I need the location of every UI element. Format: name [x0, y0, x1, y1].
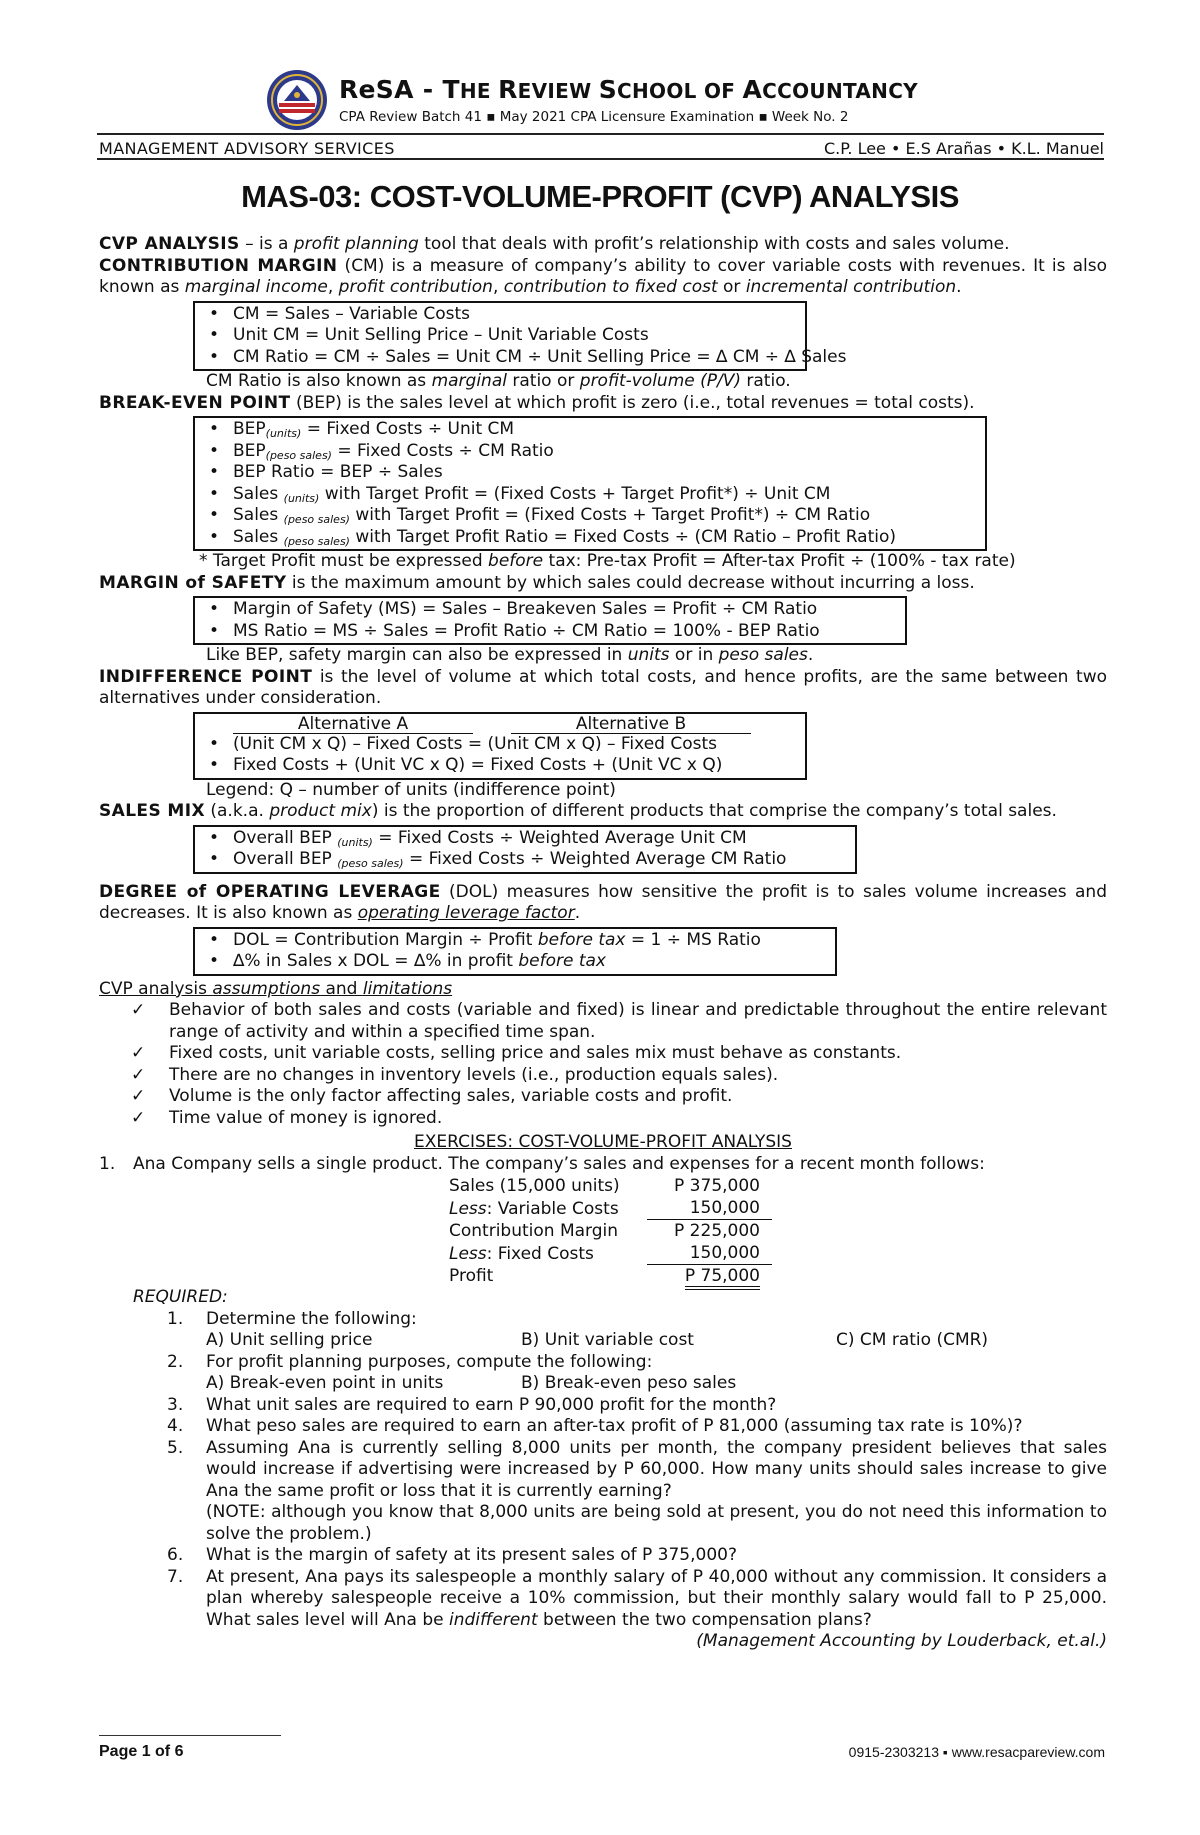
assumption-item: ✓ Volume is the only factor affecting sales, variable costs and profit.: [131, 1086, 733, 1106]
cm-ratio-note: CM Ratio is also known as marginal ratio or profit-volume (P/V) ratio.: [206, 371, 791, 391]
table-row: Less: Fixed Costs 150,000: [449, 1242, 772, 1265]
school-name: ReSA - THE REVIEW SCHOOL OF ACCOUNTANCY: [339, 75, 918, 104]
required-label: REQUIRED:: [133, 1287, 228, 1307]
formula-item: • Sales $_{(peso sales)}$ with Target Profit Ratio = Fixed Costs ÷ (CM Ratio – Profit Ratio): [205, 527, 977, 549]
page-title: MAS-03: COST-VOLUME-PROFIT (CVP) ANALYSIS: [241, 179, 959, 214]
contact-info: 0915-2303213 ▪ www.resacpareview.com: [848, 1744, 1105, 1760]
authors-label: C.P. Lee • E.S Arañas • K.L. Manuel: [823, 139, 1104, 158]
check-icon: ✓: [131, 1000, 146, 1020]
alternative-b-label: Alternative B: [511, 715, 751, 734]
formula-item: • Sales $_{(units)}$ with Target Profit = (Fixed Costs + Target Profit*) ÷ Unit CM: [205, 484, 977, 506]
main-content: [99, 234, 1107, 1653]
formula-item: • Overall BEP $_{(units)}$ = Fixed Costs ÷ Weighted Average Unit CM: [205, 828, 847, 850]
table-row: Profit P 75,000: [449, 1265, 772, 1287]
cm-formula-box: [193, 301, 847, 372]
required-item: 3. What unit sales are required to earn P 90,000 profit for the month?: [167, 1394, 777, 1415]
required-item: 7. At present, Ana pays its salespeople a monthly salary of P 40,000 without any commission. It considers a plan whereby salespeople receive a 10% commission, but their monthly salary would fall to P 25,000. What sales level will Ana be indifferent between the two compensation plans?: [167, 1566, 1107, 1630]
cm-definition: CONTRIBUTION MARGIN (CM) is a measure of company’s ability to cover variable costs with revenues. It is also known as marginal income, profit contribution, contribution to fixed cost or incremental contribution.: [99, 255, 1108, 297]
check-icon: ✓: [131, 1064, 146, 1085]
indifference-formula-box: [193, 712, 807, 780]
bep-formula-box: [193, 416, 987, 551]
mos-definition: MARGIN of SAFETY is the maximum amount by which sales could decrease without incurring a loss.: [99, 572, 975, 593]
formula-item: • Overall BEP $_{(peso sales)}$ = Fixed Costs ÷ Weighted Average CM Ratio: [205, 849, 847, 871]
assumption-item: ✓ Behavior of both sales and costs (variable and fixed) is linear and predictable throughout the entire relevant range of activity and within a specified time span.: [131, 1000, 1107, 1042]
required-item: 2. For profit planning purposes, compute the following:: [167, 1351, 653, 1372]
formula-item: • Margin of Safety (MS) = Sales – Breakeven Sales = Profit ÷ CM Ratio: [205, 599, 897, 621]
mos-note: Like BEP, safety margin can also be expressed in units or in peso sales.: [206, 645, 814, 665]
alternative-a-label: Alternative A: [233, 715, 473, 734]
assumption-item: ✓ There are no changes in inventory levels (i.e., production equals sales).: [131, 1064, 779, 1085]
assumption-item: ✓ Time value of money is ignored.: [131, 1107, 443, 1128]
exercise-question: 1. Ana Company sells a single product. The company’s sales and expenses for a recent month follows:: [99, 1153, 985, 1174]
formula-item: • DOL = Contribution Margin ÷ Profit before tax = 1 ÷ MS Ratio: [205, 930, 827, 952]
batch-line: CPA Review Batch 41 ▪ May 2021 CPA Licensure Examination ▪ Week No. 2: [339, 109, 849, 125]
mos-formula-box: [193, 596, 907, 645]
check-icon: ✓: [131, 1043, 146, 1063]
assumptions-heading: CVP analysis assumptions and limitations: [99, 978, 453, 999]
bep-definition: BREAK-EVEN POINT (BEP) is the sales level at which profit is zero (i.e., total revenues = total costs).: [99, 392, 975, 413]
exercises-heading: EXERCISES: COST-VOLUME-PROFIT ANALYSIS: [414, 1132, 792, 1152]
required-subitems: A) Unit selling price B) Unit variable cost C) CM ratio (CMR): [206, 1330, 989, 1350]
cvp-definition: CVP ANALYSIS – is a profit planning tool that deals with profit’s relationship with costs and sales volume.: [99, 234, 1010, 254]
header-rule-top: [97, 133, 1104, 135]
formula-item: • Sales $_{(peso sales)}$ with Target Profit = (Fixed Costs + Target Profit*) ÷ CM Ratio: [205, 505, 977, 527]
target-profit-note: * Target Profit must be expressed before tax: Pre-tax Profit = After-tax Profit ÷ (100% - tax rate): [199, 551, 1016, 571]
page-number: Page 1 of 6: [99, 1743, 184, 1760]
subject-label: MANAGEMENT ADVISORY SERVICES: [99, 139, 395, 158]
table-row: Sales (15,000 units) P 375,000: [449, 1176, 760, 1196]
table-row: Contribution Margin P 225,000: [449, 1221, 760, 1241]
sales-mix-definition: SALES MIX (a.k.a. product mix) is the proportion of different products that comprise the company’s total sales.: [99, 801, 1057, 821]
dol-definition: DEGREE of OPERATING LEVERAGE (DOL) measures how sensitive the profit is to sales volume increases and decreases. It is also known as operating leverage factor.: [99, 881, 1107, 923]
assumption-item: ✓ Fixed costs, unit variable costs, selling price and sales mix must behave as constants.: [131, 1043, 902, 1063]
formula-item: • CM Ratio = CM ÷ Sales = Unit CM ÷ Unit Selling Price = ∆ CM ÷ ∆ Sales: [205, 347, 797, 369]
formula-item: • $BEP_{(units)}$ = Fixed Costs ÷ Unit CM: [205, 419, 977, 441]
resa-logo-icon: [266, 69, 328, 131]
required-note: (NOTE: although you know that 8,000 units are being sold at present, you do not need this information to solve the problem.): [206, 1502, 1107, 1544]
formula-item: • (Unit CM x Q) – Fixed Costs = (Unit CM x Q) – Fixed Costs: [205, 734, 797, 756]
check-icon: ✓: [131, 1086, 146, 1106]
income-statement-table: [449, 1175, 772, 1287]
required-item: 6. What is the margin of safety at its present sales of P 375,000?: [167, 1545, 738, 1565]
alternatives-header: [205, 715, 797, 734]
dol-formula-box: [193, 927, 837, 976]
table-row: Less: Variable Costs 150,000: [449, 1197, 772, 1220]
formula-item: • MS Ratio = MS ÷ Sales = Profit Ratio ÷ CM Ratio = 100% - BEP Ratio: [205, 621, 897, 643]
legend-note: Legend: Q – number of units (indifference point): [206, 779, 616, 800]
required-item: 5. Assuming Ana is currently selling 8,000 units per month, the company president believes that sales would increase if advertising were increased by P 60,000. How many units should sales increase to give Ana the same profit or loss that it is currently earning?: [167, 1437, 1107, 1501]
formula-item: • ∆% in Sales x DOL = ∆% in profit before tax: [205, 951, 827, 973]
footer-rule: [99, 1735, 281, 1736]
sales-mix-formula-box: [193, 825, 857, 874]
required-item: 4. What peso sales are required to earn an after-tax profit of P 81,000 (assuming tax rate is 10%)?: [167, 1416, 1023, 1436]
required-item: 1. Determine the following:: [167, 1308, 417, 1329]
formula-item: • Unit CM = Unit Selling Price – Unit Variable Costs: [205, 325, 797, 347]
header-rule-bottom: [97, 158, 1104, 160]
indifference-definition: INDIFFERENCE POINT is the level of volume at which total costs, and hence profits, are the same between two alternatives under consideration.: [99, 666, 1107, 708]
formula-item: • Fixed Costs + (Unit VC x Q) = Fixed Costs + (Unit VC x Q): [205, 755, 797, 777]
check-icon: ✓: [131, 1107, 146, 1128]
required-subitems: A) Break-even point in units B) Break-even peso sales: [206, 1373, 737, 1393]
formula-item: • $BEP_{(peso sales)}$ = Fixed Costs ÷ CM Ratio: [205, 441, 977, 463]
formula-item: • CM = Sales – Variable Costs: [205, 304, 797, 326]
formula-item: • BEP Ratio = BEP ÷ Sales: [205, 462, 977, 484]
source-citation: (Management Accounting by Louderback, et.al.): [696, 1631, 1107, 1651]
